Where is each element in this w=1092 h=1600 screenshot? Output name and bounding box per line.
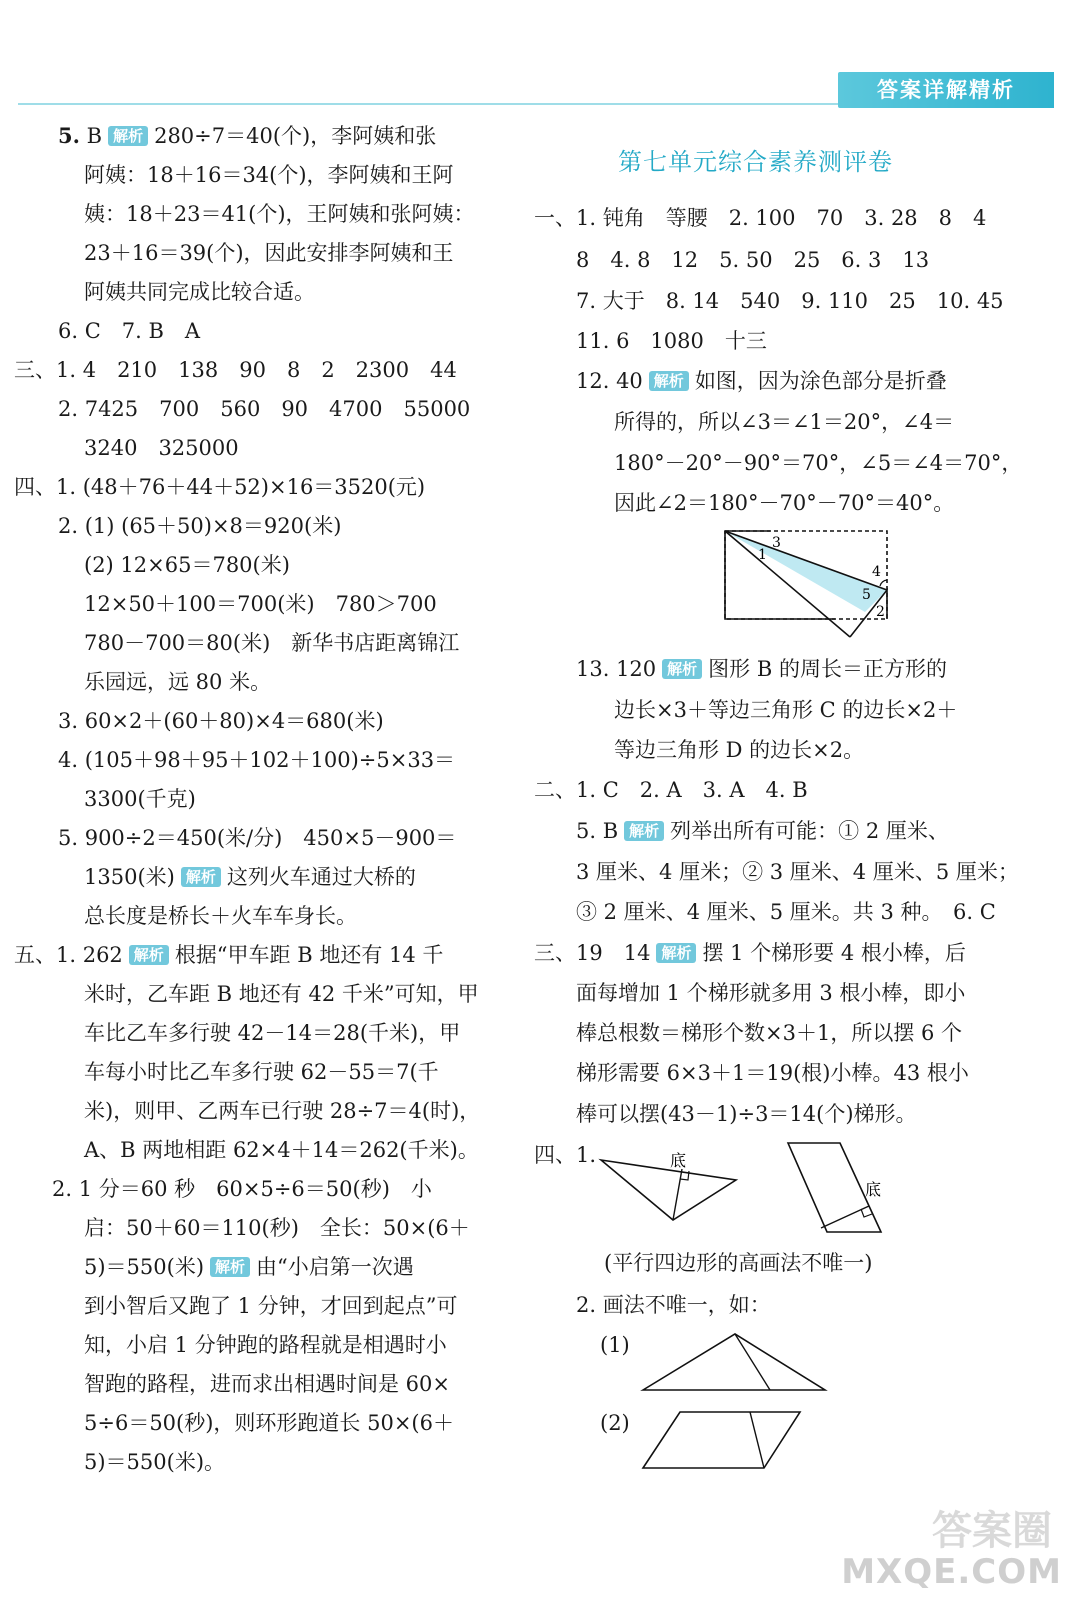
analysis-text: 图形 B 的周长＝正方形的 xyxy=(708,657,947,681)
left-line-6 xyxy=(58,316,200,346)
left-line-24 xyxy=(84,1018,460,1048)
answer-text: 姨：18＋23＝41(个)，王阿姨和张阿姨： xyxy=(84,202,475,226)
left-line-10 xyxy=(14,472,425,502)
left-line-26 xyxy=(84,1096,480,1126)
fig-label-1: 1 xyxy=(758,547,767,563)
answer-text: 2. 7425 700 560 90 4700 55000 xyxy=(58,397,471,421)
analysis-tag: 解析 xyxy=(656,943,696,963)
fig-label-2: 2 xyxy=(876,604,885,620)
watermark-url: MXQE.COM xyxy=(841,1552,1062,1592)
answer-text: 12×50＋100＝700(米) 780＞700 xyxy=(84,592,437,616)
right-line-11 xyxy=(614,735,864,765)
analysis-text: 摆 1 个梯形要 4 根小棒，后 xyxy=(702,941,966,965)
left-line-5 xyxy=(84,277,315,307)
answer-text: 棒可以摆(43－1)÷3＝14(个)梯形。 xyxy=(576,1102,917,1126)
parallelogram-drawing-2 xyxy=(640,1408,810,1473)
left-line-4 xyxy=(84,238,454,268)
answer-text: 180°－20°－90°＝70°，∠5＝∠4＝70°， xyxy=(614,451,1023,475)
right-line-24 xyxy=(600,1330,630,1360)
analysis-tag: 解析 xyxy=(662,659,702,679)
answer-text: 米)，则甲、乙两车已行驶 28÷7＝4(时)， xyxy=(84,1099,481,1123)
triangle-height-figure xyxy=(598,1150,743,1225)
answer-text: (1) xyxy=(600,1333,630,1357)
header-rule xyxy=(18,103,838,105)
answer-text: 2. 画法不唯一，如： xyxy=(576,1293,771,1317)
answer-text: 5. 900÷2＝450(米/分) 450×5－900＝ xyxy=(58,826,457,850)
analysis-tag: 解析 xyxy=(210,1257,250,1277)
left-line-32 xyxy=(84,1330,447,1360)
answer-text: 三、19 14 xyxy=(534,941,651,965)
section-title: 第七单元综合素养测评卷 xyxy=(618,148,893,176)
left-line-27 xyxy=(84,1135,479,1165)
fold-figure xyxy=(720,528,895,643)
question-number: 5. xyxy=(58,123,80,148)
answer-text: 7. 大于 8. 14 540 9. 110 25 10. 45 xyxy=(576,289,1004,313)
right-line-16 xyxy=(534,938,966,968)
answer-text: 一、1. 钝角 等腰 2. 100 70 3. 28 8 4 xyxy=(534,206,987,230)
analysis-text: 如图，因为涂色部分是折叠 xyxy=(694,369,947,393)
answer-text: 12. 40 xyxy=(576,369,643,393)
answer-text: 车每小时比乙车多行驶 62－55＝7(千 xyxy=(84,1060,439,1084)
left-line-23 xyxy=(84,979,479,1009)
answer-text: 2. 1 分＝60 秒 60×5÷6＝50(秒) 小 xyxy=(52,1177,432,1201)
answer-text: 11. 6 1080 十三 xyxy=(576,329,767,353)
left-line-2 xyxy=(84,160,454,190)
analysis-text: 280÷7＝40(个)，李阿姨和张 xyxy=(154,124,437,148)
answer-text: 5)＝550(米) xyxy=(84,1255,205,1279)
left-line-34 xyxy=(84,1408,454,1438)
left-line-31 xyxy=(84,1291,457,1321)
answer-text: 6. C 7. B A xyxy=(58,319,201,343)
right-line-19 xyxy=(576,1058,969,1088)
answer-text: 5÷6＝50(秒)，则环形跑道长 50×(6＋ xyxy=(84,1411,454,1435)
answer-text: 2. (1) (65＋50)×8＝920(米) xyxy=(58,514,342,538)
answer-text: 3 厘米、4 厘米；② 3 厘米、4 厘米、5 厘米； xyxy=(576,860,1019,884)
right-line-8 xyxy=(614,488,954,518)
analysis-tag: 解析 xyxy=(129,945,169,965)
fig-label-5: 5 xyxy=(862,587,871,603)
analysis-tag: 解析 xyxy=(108,126,148,146)
left-line-19 xyxy=(58,823,456,853)
answer-text: 4. (105＋98＋95＋102＋100)÷5×33＝ xyxy=(58,748,456,772)
answer-text: 四、1. xyxy=(534,1143,597,1167)
left-line-15 xyxy=(84,667,271,697)
answer-text: 3. 60×2＋(60＋80)×4＝680(米) xyxy=(58,709,384,733)
left-line-28 xyxy=(52,1174,432,1204)
answer-text: A、B 两地相距 62×4＋14＝262(千米)。 xyxy=(84,1138,479,1162)
right-line-18 xyxy=(576,1018,962,1048)
answer-text: 阿姨：18＋16＝34(个)，李阿姨和王阿 xyxy=(84,163,454,187)
right-line-9 xyxy=(576,654,947,684)
answer-text: 知，小启 1 分钟跑的路程就是相遇时小 xyxy=(84,1333,447,1357)
analysis-text: 根据“甲车距 B 地还有 14 千 xyxy=(174,943,444,967)
left-line-9 xyxy=(84,433,239,463)
answer-text: 23＋16＝39(个)，因此安排李阿姨和王 xyxy=(84,241,454,265)
answer-text: (2) 12×65＝780(米) xyxy=(84,553,290,577)
right-line-6 xyxy=(614,407,954,437)
fig-label-3: 3 xyxy=(772,535,781,551)
left-line-8 xyxy=(58,394,470,424)
base-label-1: 底 xyxy=(670,1151,687,1170)
answer-text: 总长度是桥长＋火车车身长。 xyxy=(84,904,357,928)
left-line-18 xyxy=(84,784,196,814)
header-tab: 答案详解精析 xyxy=(838,72,1054,108)
analysis-tag: 解析 xyxy=(649,371,689,391)
right-line-21 xyxy=(534,1140,596,1170)
answer-text: 780－700＝80(米) 新华书店距离锦江 xyxy=(84,631,460,655)
answer-text: 边长×3＋等边三角形 C 的边长×2＋ xyxy=(614,698,958,722)
answer-text: 智跑的路程，进而求出相遇时间是 60× xyxy=(84,1372,450,1396)
answer-text: 5)＝550(米)。 xyxy=(84,1450,226,1474)
answer-text: 乐园远，远 80 米。 xyxy=(84,670,272,694)
watermark-logo: 答案圈 xyxy=(932,1508,1052,1554)
answer-text: 启：50＋60＝110(秒) 全长：50×(6＋ xyxy=(84,1216,470,1240)
answer-text: 3240 325000 xyxy=(84,436,239,460)
answer-text: ③ 2 厘米、4 厘米、5 厘米。共 3 种。 6. C xyxy=(576,900,996,924)
right-line-22 xyxy=(604,1248,872,1278)
base-label-2: 底 xyxy=(865,1180,882,1199)
analysis-tag: 解析 xyxy=(181,867,221,887)
answer-text: 5. B xyxy=(576,819,619,843)
left-line-13 xyxy=(84,589,437,619)
left-line-12 xyxy=(84,550,290,580)
analysis-text: 由“小启第一次遇 xyxy=(256,1255,414,1279)
answer-text: 五、1. 262 xyxy=(14,943,123,967)
right-line-2 xyxy=(576,245,929,275)
right-line-12 xyxy=(534,775,808,805)
right-line-5 xyxy=(576,366,947,396)
left-line-7 xyxy=(14,355,457,385)
left-line-17 xyxy=(58,745,455,775)
answer-text: B xyxy=(86,124,103,148)
analysis-text: 列举出所有可能：① 2 厘米、 xyxy=(670,819,949,843)
left-line-29 xyxy=(84,1213,470,1243)
left-line-30 xyxy=(84,1252,414,1282)
answer-text: 车比乙车多行驶 42－14＝28(千米)，甲 xyxy=(84,1021,461,1045)
answer-text: 因此∠2＝180°－70°－70°＝40°。 xyxy=(614,491,955,515)
right-line-15 xyxy=(576,897,996,927)
right-line-23 xyxy=(576,1290,771,1320)
right-line-25 xyxy=(600,1408,630,1438)
right-line-1 xyxy=(534,203,986,233)
answer-text: 1350(米) xyxy=(84,865,175,889)
analysis-text: 这列火车通过大桥的 xyxy=(226,865,416,889)
answer-text: 3300(千克) xyxy=(84,787,196,811)
right-line-7 xyxy=(614,448,1022,478)
answer-text: 13. 120 xyxy=(576,657,657,681)
answer-text: 三、1. 4 210 138 90 8 2 2300 44 xyxy=(14,358,457,382)
left-line-14 xyxy=(84,628,459,658)
left-line-22 xyxy=(14,940,443,970)
answer-text: 米时，乙车距 B 地还有 42 千米”可知，甲 xyxy=(84,982,479,1006)
left-line-20 xyxy=(84,862,416,892)
left-line-21 xyxy=(84,901,357,931)
left-line-33 xyxy=(84,1369,450,1399)
answer-text: (2) xyxy=(600,1411,630,1435)
right-line-10 xyxy=(614,695,957,725)
answer-text: 8 4. 8 12 5. 50 25 6. 3 13 xyxy=(576,248,930,272)
triangle-drawing-1 xyxy=(640,1330,830,1395)
fig-label-4: 4 xyxy=(872,564,881,580)
analysis-tag: 解析 xyxy=(624,821,664,841)
right-line-4 xyxy=(576,326,767,356)
answer-text: 面每增加 1 个梯形就多用 3 根小棒，即小 xyxy=(576,981,966,1005)
left-line-16 xyxy=(58,706,384,736)
right-line-17 xyxy=(576,978,965,1008)
answer-text: 梯形需要 6×3＋1＝19(根)小棒。43 根小 xyxy=(576,1061,969,1085)
left-line-1 xyxy=(58,121,436,151)
left-line-35 xyxy=(84,1447,225,1477)
answer-text: 棒总根数＝梯形个数×3＋1，所以摆 6 个 xyxy=(576,1021,963,1045)
right-line-3 xyxy=(576,286,1004,316)
answer-text: 二、1. C 2. A 3. A 4. B xyxy=(534,778,808,802)
left-line-25 xyxy=(84,1057,439,1087)
right-line-13 xyxy=(576,816,949,846)
answer-text: (平行四边形的高画法不唯一) xyxy=(604,1251,873,1275)
answer-text: 等边三角形 D 的边长×2。 xyxy=(614,738,865,762)
right-line-14 xyxy=(576,857,1019,887)
parallelogram-height-figure xyxy=(785,1140,895,1240)
answer-text: 四、1. (48＋76＋44＋52)×16＝3520(元) xyxy=(14,475,426,499)
right-line-20 xyxy=(576,1099,917,1129)
answer-text: 所得的，所以∠3＝∠1＝20°，∠4＝ xyxy=(614,410,955,434)
left-line-3 xyxy=(84,199,475,229)
left-line-11 xyxy=(58,511,341,541)
answer-text: 阿姨共同完成比较合适。 xyxy=(84,280,315,304)
answer-text: 到小智后又跑了 1 分钟，才回到起点”可 xyxy=(84,1294,458,1318)
